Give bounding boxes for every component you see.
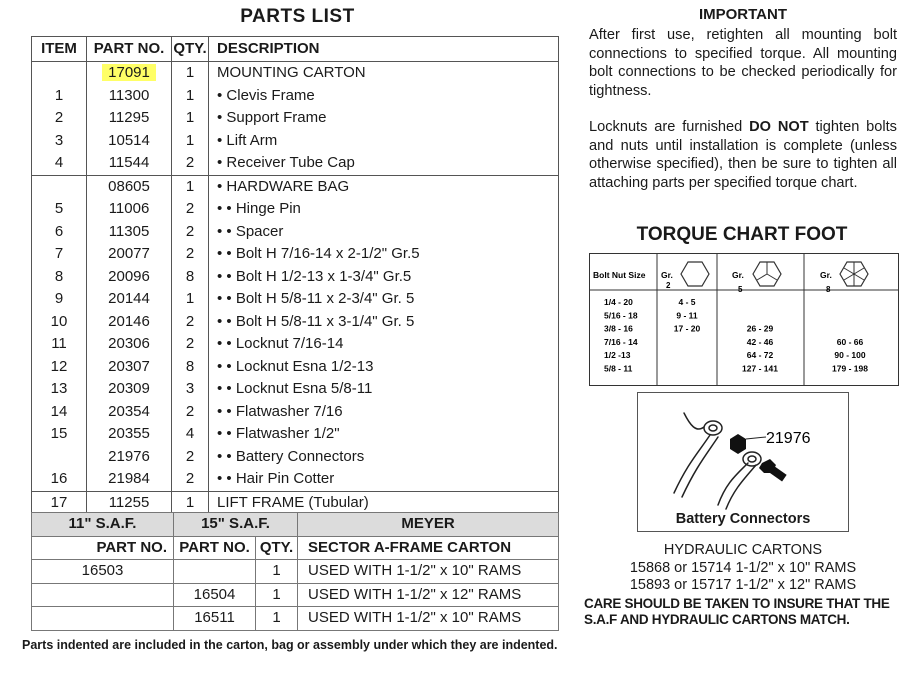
quantity: 2 [172,311,209,334]
part-number: 11255 [87,491,172,515]
parts-list-title: PARTS LIST [240,6,355,27]
quantity: 1 [172,107,209,130]
quantity: 8 [172,266,209,289]
item-number: 4 [32,152,87,175]
quantity: 8 [172,356,209,379]
description: • • Battery Connectors [209,446,559,469]
item-number: 17 [32,491,87,515]
important-para-1: After first use, retighten all mounting bolt connections to specified torque. All mounting bolt connections to be checked periodically for tightness. [589,27,897,99]
part-number: 20306 [87,333,172,356]
grade-2-label: Gr. [661,270,673,280]
item-number: 12 [32,356,87,379]
quantity: 3 [172,378,209,401]
saf-desc: USED WITH 1-1/2" x 10" RAMS [298,607,559,631]
saf-11-header: 11" S.A.F. [32,513,174,537]
parts-row [32,356,559,379]
saf-desc: USED WITH 1-1/2" x 10" RAMS [298,560,559,584]
meyer-header: MEYER [298,513,559,537]
parts-row [32,468,559,491]
saf-part-no-header-2: PART NO. [174,536,256,560]
item-number: 10 [32,311,87,334]
quantity: 4 [172,423,209,446]
description: • • Locknut Esna 5/8-11 [209,378,559,401]
part-number: 10514 [87,130,172,153]
part-number: 21984 [87,468,172,491]
grade-8-torque: 90 - 100 [834,350,866,361]
description: • • Flatwasher 1/2" [209,423,559,446]
parts-row [32,423,559,446]
quantity: 2 [172,446,209,469]
part-number: 20307 [87,356,172,379]
saf-table [31,512,559,631]
parts-row [32,130,559,153]
grade-2-num: 2 [666,281,671,290]
hydraulic-line-1: 15868 or 15714 1-1/2" x 10" RAMS [629,559,857,576]
description: • • Hinge Pin [209,198,559,221]
item-number: 11 [32,333,87,356]
col-description: DESCRIPTION [209,37,559,62]
part-number: 20096 [87,266,172,289]
saf-row [32,560,559,584]
item-number: 15 [32,423,87,446]
quantity: 1 [172,288,209,311]
part-number: 11006 [87,198,172,221]
description: LIFT FRAME (Tubular) [209,491,559,515]
item-number: 9 [32,288,87,311]
item-number [32,62,87,85]
grade-8-num: 8 [826,285,831,294]
col-qty: QTY. [172,37,209,62]
parts-row [32,491,559,515]
item-number: 3 [32,130,87,153]
description: • • Bolt H 7/16-14 x 2-1/2" Gr.5 [209,243,559,266]
saf-15-part: 16511 [174,607,256,631]
parts-row [32,311,559,334]
description: MOUNTING CARTON [209,62,559,85]
saf-row [32,607,559,631]
item-number [32,446,87,469]
grade-5-bolt-icon [753,262,781,286]
grade-2-torque: 17 - 20 [673,323,701,334]
parts-list-table [31,36,559,515]
saf-desc-header: SECTOR A-FRAME CARTON [298,536,559,560]
description: • • Locknut 7/16-14 [209,333,559,356]
cable-left-wire-a [674,435,710,493]
parts-row [32,288,559,311]
description: • • Hair Pin Cotter [209,468,559,491]
torque-col-header: Bolt Nut Size [593,270,646,280]
part-number: 11305 [87,221,172,244]
saf-desc: USED WITH 1-1/2" x 12" RAMS [298,583,559,607]
quantity: 1 [172,85,209,108]
parts-row [32,266,559,289]
part-number: 21976 [87,446,172,469]
part-number: 20077 [87,243,172,266]
callout-21976: 21976 [766,430,811,447]
description: • • Bolt H 5/8-11 x 3-1/4" Gr. 5 [209,311,559,334]
bolt-icon [759,459,787,481]
part-number [87,62,172,85]
saf-11-part [32,607,174,631]
parts-row [32,107,559,130]
description: • Clevis Frame [209,85,559,108]
part-number: 11295 [87,107,172,130]
bolt-size: 7/16 - 14 [604,336,638,347]
parts-row [32,221,559,244]
grade-8-label: Gr. [820,270,832,280]
quantity: 2 [172,468,209,491]
part-number: 20355 [87,423,172,446]
quantity: 2 [172,401,209,424]
battery-connectors-label: Battery Connectors [675,511,811,527]
part-number: 20309 [87,378,172,401]
saf-qty: 1 [256,560,298,584]
important-para-2 [589,118,897,192]
grade-5-torque: 127 - 141 [742,363,778,374]
description: • Receiver Tube Cap [209,152,559,175]
bolt-size: 5/8 - 11 [604,363,633,374]
item-number: 1 [32,85,87,108]
footnote: Parts indented are included in the carton, bag or assembly under which they are indented. [22,638,558,652]
para2-text-a: Locknuts are furnished [589,119,750,135]
bolt-size: 5/16 - 18 [604,310,638,321]
quantity: 2 [172,221,209,244]
grade-2-torque: 4 - 5 [678,297,696,307]
item-number: 16 [32,468,87,491]
col-part-no: PART NO. [87,37,172,62]
item-number: 6 [32,221,87,244]
part-number: 11300 [87,85,172,108]
parts-row [32,401,559,424]
quantity: 1 [172,491,209,515]
hydraulic-line-2: 15893 or 15717 1-1/2" x 12" RAMS [629,577,857,593]
saf-15-part: 16504 [174,583,256,607]
para2-text-b: tighten bolts and nuts until installation is complete (unless otherwise specified), then be sure to tighten all attaching parts per specified torque chart. [589,119,897,191]
description: • • Spacer [209,221,559,244]
parts-row [32,333,559,356]
description: • Lift Arm [209,130,559,153]
description: • HARDWARE BAG [209,175,559,198]
part-number: 11544 [87,152,172,175]
torque-chart-title: TORQUE CHART FOOT [636,224,848,245]
grade-2-torque: 9 - 11 [676,310,698,321]
item-number: 8 [32,266,87,289]
para2-bold: DO NOT [749,119,809,135]
grade-5-label: Gr. [732,270,744,280]
item-number: 2 [32,107,87,130]
bolt-size: 1/4 - 20 [604,297,633,307]
saf-11-part: 16503 [32,560,174,584]
grade-5-torque: 26 - 29 [746,323,774,334]
cable-right-wire-a [718,463,748,505]
quantity: 1 [172,62,209,85]
grade-8-torque: 179 - 198 [832,363,868,374]
ring-terminal-2 [743,452,761,466]
part-number: 20146 [87,311,172,334]
grade-5-torque: 64 - 72 [746,350,774,361]
part-number: 08605 [87,175,172,198]
grade-8-bolt-icon [840,262,868,286]
part-number: 20144 [87,288,172,311]
nut-icon [730,434,746,454]
bolt-size: 1/2 -13 [604,350,631,361]
quantity: 2 [172,152,209,175]
torque-chart-svg [590,254,898,385]
hydraulic-title: HYDRAULIC CARTONS [663,542,823,558]
parts-row [32,378,559,401]
parts-row [32,62,559,85]
parts-row [32,198,559,221]
description: • • Locknut Esna 1/2-13 [209,356,559,379]
important-title: IMPORTANT [698,6,788,23]
saf-qty-header: QTY. [256,536,298,560]
parts-row [32,243,559,266]
torque-chart [589,253,899,386]
grade-5-num: 5 [738,285,743,294]
item-number [32,175,87,198]
item-number: 7 [32,243,87,266]
saf-11-part [32,583,174,607]
battery-connector-drawing [638,393,848,513]
callout-leader [746,437,766,439]
item-number: 14 [32,401,87,424]
cable-top-wire [684,413,704,429]
grade-8-torque: 60 - 66 [836,336,864,347]
grade-2-bolt-icon [681,262,709,286]
parts-row [32,175,559,198]
part-number: 20354 [87,401,172,424]
quantity: 1 [172,175,209,198]
saf-qty: 1 [256,583,298,607]
quantity: 1 [172,130,209,153]
item-number: 5 [32,198,87,221]
parts-row [32,85,559,108]
saf-row [32,583,559,607]
saf-qty: 1 [256,607,298,631]
ring-terminal-1 [704,421,722,435]
highlighted-part-number: 17091 [102,64,156,81]
saf-part-no-header: PART NO. [32,536,174,560]
cable-right-wire-b [726,465,756,509]
quantity: 2 [172,333,209,356]
bolt-size: 3/8 - 16 [604,323,633,334]
description: • Support Frame [209,107,559,130]
care-warning: CARE SHOULD BE TAKEN TO INSURE THAT THE S.A.F AND HYDRAULIC CARTONS MATCH. [584,596,890,627]
description: • • Flatwasher 7/16 [209,401,559,424]
quantity: 2 [172,243,209,266]
grade-5-torque: 42 - 46 [746,336,774,347]
description: • • Bolt H 5/8-11 x 2-3/4" Gr. 5 [209,288,559,311]
parts-row [32,446,559,469]
item-number: 13 [32,378,87,401]
parts-row [32,152,559,175]
hydraulic-cartons [590,542,896,595]
saf-15-header: 15" S.A.F. [174,513,298,537]
saf-15-part [174,560,256,584]
col-item: ITEM [32,37,87,62]
quantity: 2 [172,198,209,221]
description: • • Bolt H 1/2-13 x 1-3/4" Gr.5 [209,266,559,289]
